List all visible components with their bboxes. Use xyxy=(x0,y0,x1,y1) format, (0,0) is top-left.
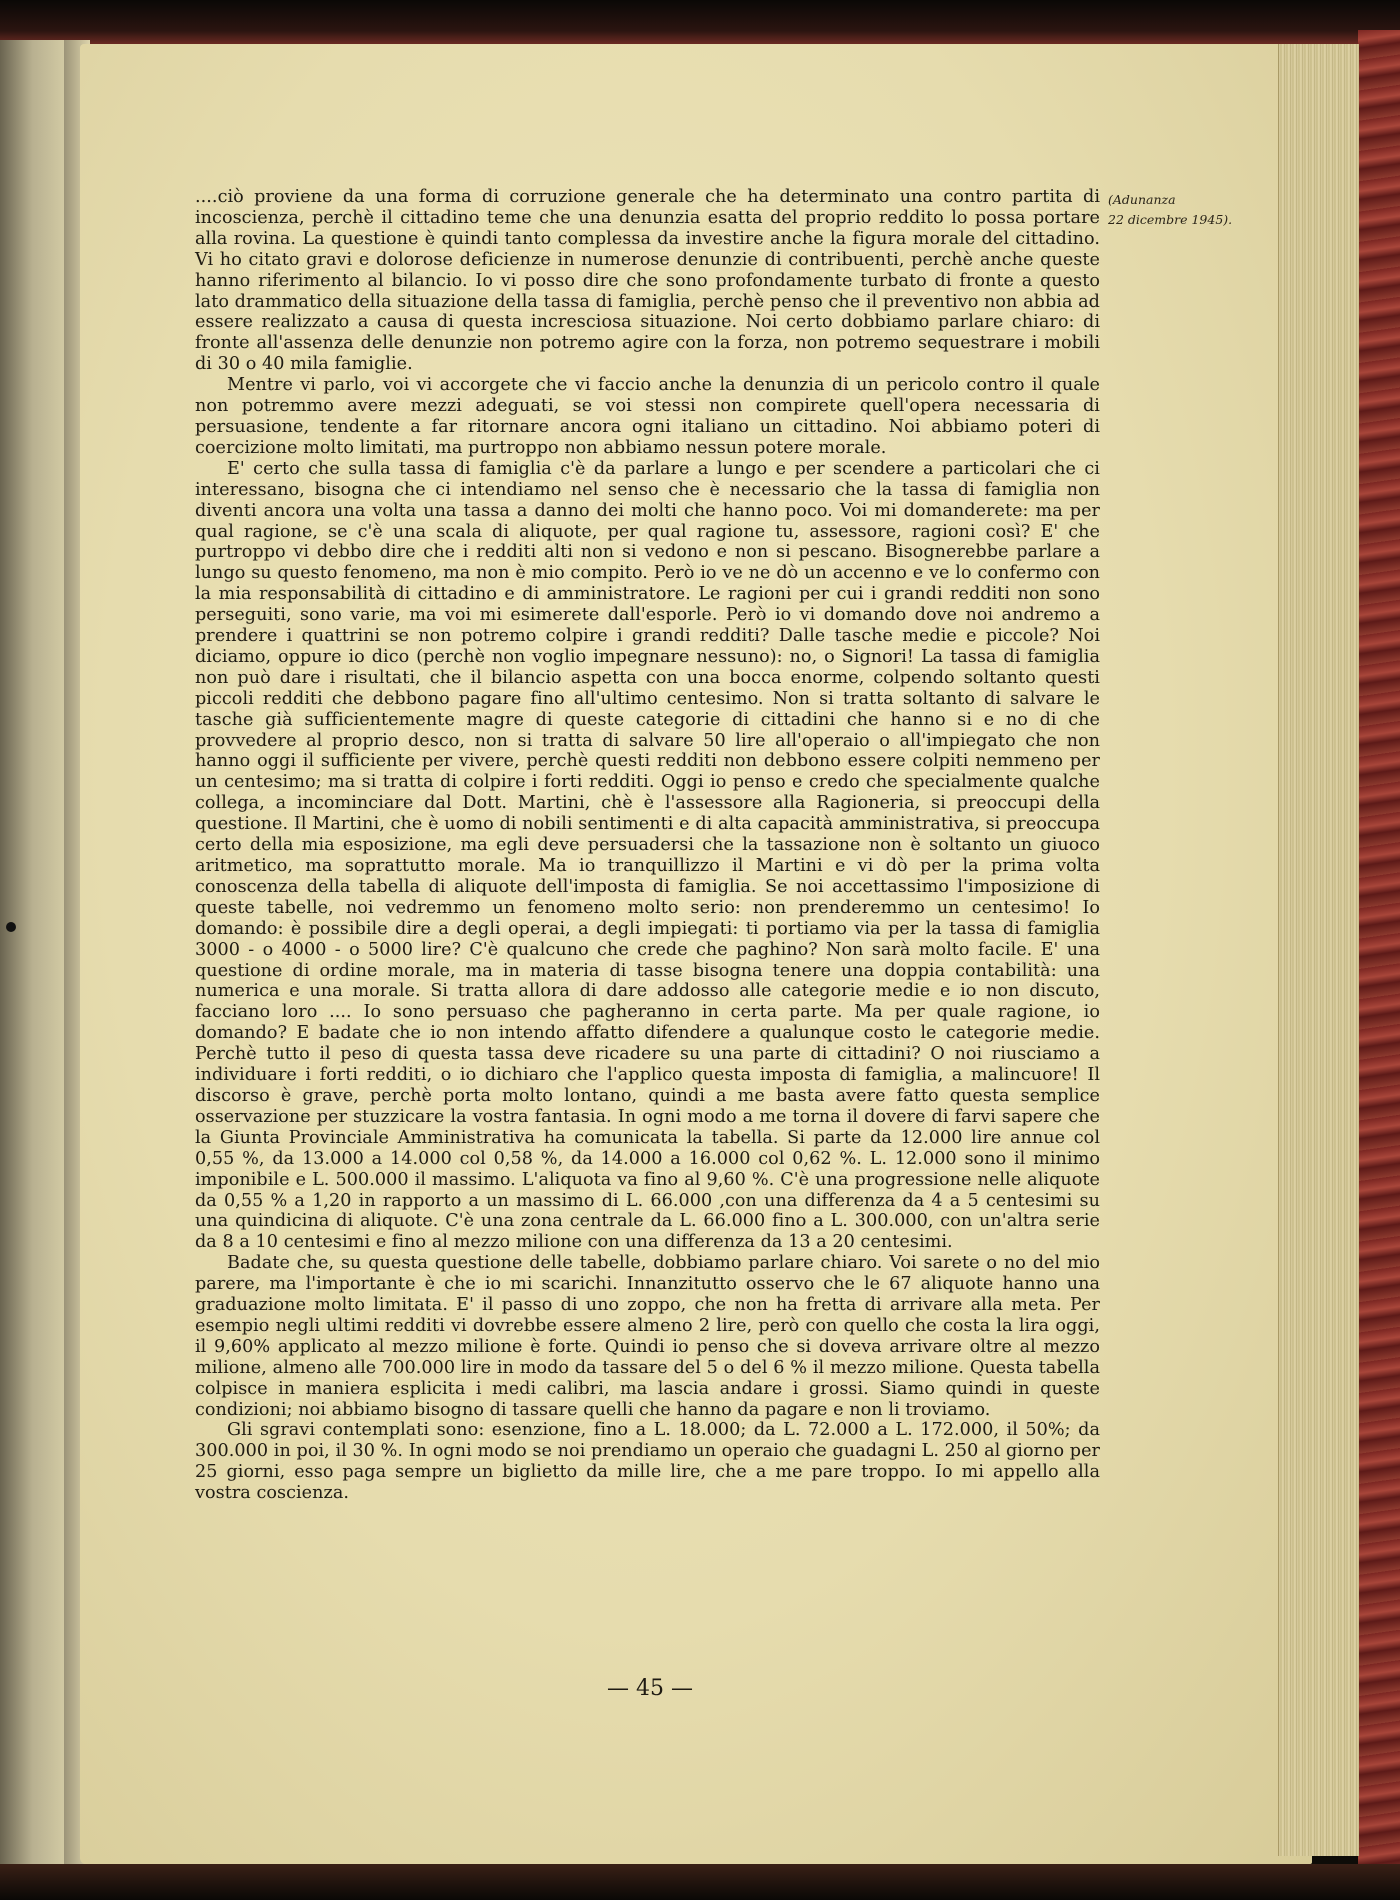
body-text xyxy=(195,187,1100,1504)
paragraph: Gli sgravi contemplati sono: esenzione, fino a L. 18.000; da L. 72.000 a L. 172.000, il 50%; da 300.000 in poi, il 30 %. In ogni modo se noi prendiamo un operaio che guadagni L. 250 al giorno per 25 giorni, esso paga sempre un biglietto da mille lire, che a me pare troppo. Io mi appello alla vostra coscienza. xyxy=(195,1420,1100,1504)
paragraph: Mentre vi parlo, voi vi accorgete che vi faccio anche la denunzia di un pericolo contro il quale non potremmo avere mezzi adeguati, se voi stessi non compirete quell'opera necessaria di persuasione, tendente a far ritornare ancora ogni italiano un cittadino. Noi abbiamo poteri di coercizione molto limitati, ma purtroppo non abbiamo nessun potere morale. xyxy=(195,375,1100,458)
hole-mark xyxy=(6,922,16,932)
paragraph: Badate che, su questa questione delle tabelle, dobbiamo parlare chiaro. Voi sarete o no del mio parere, ma l'importante è che io mi scarichi. Innanzitutto osservo che le 67 aliquote hanno una graduazione molto limitata. E' il passo di uno zoppo, che non ha fretta di arrivare alla meta. Per esempio negli ultimi redditi vi dovrebbe essere almeno 2 lire, però con quello che costa la lira oggi, il 9,60% applicato al mezzo milione è forte. Quindi io penso che si doveva arrivare oltre al mezzo milione, almeno alle 700.000 lire in modo da tassare del 5 o del 6 % il mezzo milione. Questa tabella colpisce in maniera esplicita i medi calibri, ma lascia andare i grossi. Siamo quindi in queste condizioni; noi abbiamo bisogno di tassare quelli che hanno da pagare e non li troviamo. xyxy=(195,1253,1100,1420)
paragraph: E' certo che sulla tassa di famiglia c'è da parlare a lungo e per scendere a particolari che ci interessano, bisogna che ci intendiamo nel senso che è necessario che la tassa di famiglia non diventi ancora una volta una tassa a danno dei molti che hanno poco. Voi mi domanderete: ma per qual ragione, se c'è una scala di aliquote, per qual ragione tu, assessore, ragioni così? E' che purtroppo vi debbo dire che i redditi alti non si vedono e non si pescano. Bisognerebbe parlare a lungo su questo fenomeno, ma non è mio compito. Però io ve ne dò un accenno e ve lo confermo con la mia responsabilità di cittadino e di amministratore. Le ragioni per cui i grandi redditi non sono perseguiti, sono varie, ma voi mi esimerete dall'esporle. Però io vi domando dove noi andremo a prendere i quattrini se non potremo colpire i grandi redditi? Dalle tasche medie e piccole? Noi diciamo, oppure io dico (perchè non voglio impegnare nessuno): no, o Signori! La tassa di famiglia non può dare i risultati, che il bilancio aspetta con una bocca enorme, colpendo soltanto questi piccoli redditi che debbono pagare fino all'ultimo centesimo. Non si tratta soltanto di salvare le tasche già sufficientemente magre di queste categorie di cittadini che hanno si e no di che provvedere al proprio desco, non si tratta di salvare 50 lire all'operaio o all'impiegato che non hanno oggi il sufficiente per vivere, perchè questi redditi non debbono essere colpiti nemmeno per un centesimo; ma si tratta di colpire i forti redditi. Oggi io penso e credo che specialmente qualche collega, a incominciare dal Dott. Martini, chè è l'assessore alla Ragioneria, si preoccupi della questione. Il Martini, che è uomo di nobili sentimenti e di alta capacità amministrativa, si preoccupa certo della mia esposizione, ma egli deve persuadersi che la tassazione non è soltanto un giuoco aritmetico, ma soprattutto morale. Ma io tranquillizzo il Martini e vi dò per la prima volta conoscenza della tabella di aliquote dell'imposta di famiglia. Se noi accettassimo l'imposizione di queste tabelle, noi vedremmo un fenomeno molto serio: non prenderemmo un centesimo! Io domando: è possibile dire a degli operai, a degli impiegati: ti portiamo via per la tassa di famiglia 3000 - o 4000 - o 5000 lire? C'è qualcuno che crede che paghino? Non sarà molto facile. E' una questione di ordine morale, ma in materia di tasse bisogna tenere una doppia contabilità: una numerica e una morale. Si tratta allora di dare addosso alle categorie medie e io non discuto, facciano loro .... Io sono persuaso che pagheranno in certa parte. Ma per quale ragione, io domando? E badate che io non intendo affatto difendere a qualunque costo le categorie medie. Perchè tutto il peso di questa tassa deve ricadere su una parte di cittadini? O noi riusciamo a individuare i forti redditi, o io dichiaro che l'applico questa imposta di famiglia, a malincuore! Il discorso è grave, perchè porta molto lontano, quindi a me basta avere fatto questa semplice osservazione per stuzzicare la vostra fantasia. In ogni modo a me torna il dovere di farvi sapere che la Giunta Provinciale Amministrativa ha comunicata la tabella. Si parte da 12.000 lire annue col 0,55 %, da 13.000 a 14.000 col 0,58 %, da 14.000 a 16.000 col 0,62 %. L. 12.000 sono il minimo imponibile e L. 500.000 il massimo. L'aliquota va fino al 9,60 %. C'è una progressione nelle aliquote da 0,55 % a 1,20 in rapporto a un massimo di L. 66.000 ,con una differenza da 4 a 5 centesimi su una quindicina di aliquote. C'è una zona centrale da L. 66.000 fino a L. 300.000, con un'altra serie da 8 a 10 centesimi e fino al mezzo milione con una differenza da 13 a 20 centesimi. xyxy=(195,458,1100,1253)
book-bottom-edge xyxy=(0,1864,1400,1900)
page-number: — 45 — xyxy=(607,1676,693,1701)
margin-note xyxy=(1108,190,1278,230)
paragraph: ....ciò proviene da una forma di corruzione generale che ha determinato una contro partita di incoscienza, perchè il cittadino teme che una denunzia esatta del proprio reddito lo possa portare alla rovina. La questione è quindi tanto complessa da investire anche la figura morale del cittadino. Vi ho citato gravi e dolorose deficienze in numerose denunzie di contribuenti, perchè anche queste hanno riferimento al bilancio. Io vi posso dire che sono profondamente turbato di fronte a questo lato drammatico della situazione della tassa di famiglia, perchè penso che il preventivo non abbia ad essere realizzato a causa di questa incresciosa situazione. Noi certo dobbiamo parlare chiaro: di fronte all'assenza delle denunzie non potremo agire con la forza, non potremo sequestrare i mobili di 30 o 40 mila famiglie. xyxy=(195,187,1100,375)
margin-note-line: (Adunanza xyxy=(1108,192,1176,207)
book-binding xyxy=(1358,30,1400,1890)
left-page-edge xyxy=(0,40,72,1870)
book-top-edge xyxy=(0,0,1400,44)
margin-note-line: 22 dicembre 1945). xyxy=(1108,212,1233,227)
page-stack-edge xyxy=(1278,44,1359,1856)
